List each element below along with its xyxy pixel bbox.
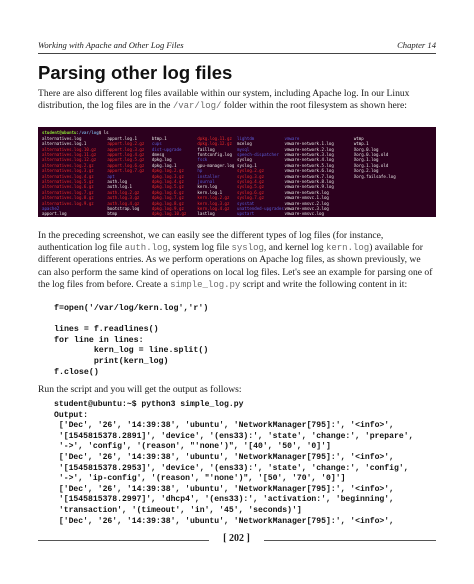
terminal-file-entry: vmware-vmsvc.1.log xyxy=(284,195,329,201)
terminal-file-entry: apport.log.5.gz xyxy=(107,157,145,163)
para2-text-3: , and kernel log xyxy=(263,242,326,254)
terminal-file-entry: syslog.3.gz xyxy=(237,173,265,179)
terminal-file-entry: dmesg xyxy=(151,152,165,158)
terminal-file-entry: apport.log.7.gz xyxy=(107,168,145,174)
page-number: [ 202 ] xyxy=(223,533,250,544)
terminal-prompt: student@ubuntu:/var/log$ ls xyxy=(42,130,109,135)
terminal-file-entry: faillog xyxy=(197,146,215,152)
terminal-file-entry: auth.log.3.gz xyxy=(107,195,140,201)
terminal-file-entry: alternatives.log.10.gz xyxy=(42,146,97,152)
terminal-column xyxy=(42,136,107,217)
terminal-file-entry: sysstat xyxy=(237,200,255,206)
terminal-file-entry: syslog xyxy=(237,157,252,163)
terminal-path: /var/log xyxy=(78,130,99,135)
terminal-file-entry: vmware-network.2.log xyxy=(284,146,334,152)
terminal-file-entry: Xorg.failsafe.log xyxy=(353,173,396,179)
terminal-file-entry: alternatives.log.7.gz xyxy=(42,189,94,195)
code-kern-log: kern.log xyxy=(325,243,370,254)
terminal-command: $ ls xyxy=(98,130,109,135)
terminal-column xyxy=(285,136,354,217)
terminal-file-entry: Xorg.0.log.old xyxy=(353,152,389,158)
terminal-file-entry: dpkg.log.11.gz xyxy=(197,135,232,141)
terminal-file-entry: apport.log.4.gz xyxy=(107,152,145,158)
terminal-file-entry: Xorg.1.log.old xyxy=(353,162,389,168)
header-right: Chapter 14 xyxy=(397,40,436,50)
terminal-file-entry: alternatives.log.1 xyxy=(42,141,87,147)
code-block-output: student@ubuntu:~$ python3 simple_log.py Output: ['Dec', '26', '14:39:38', 'ubuntu', 'NetworkManager[795]:', '<info>', '[1545815378.2891]', 'device', '(ens33):', 'state', 'change:', 'prepare', '->', 'config', '(reason', "'none')", '[40', '50', '0]'] ['Dec', '26', '14:39:38', 'ubuntu', 'NetworkManager[795]:', '<info>', '[1545815378.2953]', 'device', '(ens33):', 'state', 'change:', 'config', '->', 'ip-config', '(reason', "'none')", '[50', '70', '0]'] ['Dec', '26', '14:39:38', 'ubuntu', 'NetworkManager[795]:', '<info>', '[1545815378.2997]', 'dhcp4', '(ens33):', 'activation:', 'beginning', 'transaction', '(timeout', 'in', '45', 'seconds)'] ['Dec', '26', '14:39:38', 'ubuntu', 'NetworkManager[795]:', '<info>', xyxy=(54,400,414,526)
header-rule xyxy=(38,53,436,54)
terminal-file-entry: Xorg.0.log xyxy=(353,146,379,152)
terminal-file-entry: kern.log.1 xyxy=(197,189,223,195)
terminal-file-entry: dpkg.log.4.gz xyxy=(151,179,184,185)
terminal-file-entry: alternatives.log.5.gz xyxy=(42,179,94,185)
terminal-user: student@ubuntu xyxy=(42,130,77,135)
terminal-file-entry: installer xyxy=(197,173,220,179)
terminal-file-entry: vmware-network.6.log xyxy=(284,168,334,174)
terminal-file-entry: kern.log.3.gz xyxy=(197,200,230,206)
terminal-file-entry: vmware-network.8.log xyxy=(284,179,334,185)
footer-rule-left xyxy=(38,540,209,541)
terminal-file-entry: vmware-network.3.log xyxy=(284,152,334,158)
terminal-file-entry: upstart xyxy=(237,211,255,217)
terminal-file-entry: gpu-manager.log xyxy=(197,162,235,168)
terminal-file-entry: alternatives.log.6.gz xyxy=(42,184,94,190)
terminal-file-entry: dpkg.log.6.gz xyxy=(151,189,184,195)
terminal-file-entry: dist-upgrade xyxy=(151,146,182,152)
terminal-file-entry: lastlog xyxy=(197,211,215,217)
terminal-file-entry: syslog.5.gz xyxy=(237,184,265,190)
terminal-file-entry: vmware-vmsvc.log xyxy=(284,211,324,217)
terminal-file-entry: dpkg.log.3.gz xyxy=(151,173,184,179)
terminal-file-entry: vmware-vmsvc.2.log xyxy=(284,200,329,206)
footer-rule-right xyxy=(264,540,436,541)
terminal-file-entry: vmware xyxy=(284,135,300,141)
terminal-file-entry: kern.log xyxy=(197,184,218,190)
terminal-file-entry: Xorg.2.log xyxy=(353,168,379,174)
terminal-column xyxy=(152,136,198,217)
terminal-file-entry: vmware-network.9.log xyxy=(284,184,334,190)
terminal-file-entry: fsck xyxy=(197,157,208,163)
terminal-file-entry: wtmp.1 xyxy=(353,141,369,147)
terminal-file-entry: apport.log.2.gz xyxy=(107,141,145,147)
terminal-file-entry: btmp xyxy=(107,211,118,217)
terminal-file-entry: alternatives.log.4.gz xyxy=(42,173,94,179)
code-syslog: syslog xyxy=(231,243,264,254)
terminal-file-entry: dpkg.log.8.gz xyxy=(151,200,184,206)
terminal-file-entry: auth.log.2.gz xyxy=(107,189,140,195)
terminal-file-entry: alternatives.log xyxy=(42,135,82,141)
terminal-file-entry: Xorg.1.log xyxy=(353,157,379,163)
code-script-name: simple_log.py xyxy=(170,279,241,290)
terminal-file-entry: auth.log.1 xyxy=(107,184,132,190)
terminal-file-entry: dpkg.log xyxy=(151,157,172,163)
terminal-file-entry: speech-dispatcher xyxy=(237,152,279,158)
terminal-file-entry: fontconfig.log xyxy=(197,152,232,158)
terminal-file-entry: kern.log.2.gz xyxy=(197,195,230,201)
terminal-file-entry: vmware-network.log xyxy=(284,189,329,195)
body-paragraph xyxy=(38,230,436,291)
terminal-file-entry: wtmp xyxy=(353,135,364,141)
terminal-file-entry: apport.log xyxy=(42,211,67,217)
terminal-file-entry: alternatives.log.12.gz xyxy=(42,157,97,163)
terminal-file-entry: vmware-vmsvc.3.log xyxy=(284,205,329,211)
terminal-file-entry: hp xyxy=(197,168,203,174)
terminal-file-entry: mcelog xyxy=(237,141,252,147)
terminal-column xyxy=(354,136,432,217)
terminal-file-entry: dpkg.log.1 xyxy=(151,162,177,168)
terminal-file-entry: journal xyxy=(197,179,215,185)
intro-path-code: /var/log/ xyxy=(172,101,222,112)
terminal-file-entry: syslog.7.gz xyxy=(237,195,265,201)
terminal-screenshot xyxy=(38,127,436,217)
intro-paragraph xyxy=(38,88,436,112)
terminal-file-entry: dpkg.log.2.gz xyxy=(151,168,184,174)
running-header xyxy=(38,40,436,50)
terminal-file-entry: dpkg.log.7.gz xyxy=(151,195,184,201)
intro-text-2: folder within the root filesystem as shown here: xyxy=(221,100,407,112)
terminal-file-entry: btmp.1 xyxy=(151,135,167,141)
terminal-file-entry: apport.log.3.gz xyxy=(107,146,145,152)
terminal-file-entry: dpkg.log.10.gz xyxy=(151,211,187,217)
terminal-file-entry: apport.log.6.gz xyxy=(107,162,145,168)
terminal-file-entry: syslog.4.gz xyxy=(237,179,265,185)
terminal-column xyxy=(197,136,237,217)
terminal-file-entry: alternatives.log.3.gz xyxy=(42,168,94,174)
terminal-file-entry: apt xyxy=(107,173,115,179)
terminal-file-entry: kern.log.4.gz xyxy=(197,205,230,211)
terminal-file-entry: mysql xyxy=(237,146,250,152)
terminal-file-entry: syslog.1 xyxy=(237,162,257,168)
header-left: Working with Apache and Other Log Files xyxy=(38,40,184,50)
terminal-file-entry: vmware-network.5.log xyxy=(284,162,334,168)
terminal-file-entry: bootstrap.log xyxy=(107,205,140,211)
terminal-file-entry: auth.log xyxy=(107,179,128,185)
para2-text-2: , system log file xyxy=(167,242,232,254)
terminal-file-entry: syslog.2.gz xyxy=(237,168,265,174)
terminal-file-entry: lightdm xyxy=(237,135,255,141)
terminal-file-entry: vmware-network.4.log xyxy=(284,157,334,163)
run-paragraph: Run the script and you will get the output as follows: xyxy=(38,384,242,395)
para2-text-4: ) available for different operations entries. As we perform operations on Apache log files, as shown previously, we can also perform the same kind of operations on local log files. Let's see an example for parsing one of the log files from before. Create a xyxy=(38,242,433,290)
terminal-file-entry: auth.log.4.gz xyxy=(107,200,140,206)
terminal-file-entry: dpkg.log.12.gz xyxy=(197,141,232,147)
terminal-column xyxy=(237,136,285,217)
terminal-file-entry: cups xyxy=(151,141,162,147)
terminal-file-entry: vmware-network.7.log xyxy=(284,173,334,179)
terminal-file-entry: vmware-network.1.log xyxy=(284,141,334,147)
terminal-file-entry: syslog.6.gz xyxy=(237,189,265,195)
code-block-script: f=open('/var/log/kern.log','r') lines = f.readlines() for line in lines: kern_log = line.split() print(kern_log) f.close() xyxy=(54,304,209,377)
terminal-file-entry: unattended-upgrades xyxy=(237,205,284,211)
section-title: Parsing other log files xyxy=(38,62,233,83)
terminal-file-entry: alternatives.log.8.gz xyxy=(42,195,94,201)
intro-text-1: There are also different log files available within our system, including Apache log. In our Linux distribution, the log files are in the xyxy=(38,88,410,112)
terminal-file-entry: apache2 xyxy=(42,205,60,211)
terminal-file-entry: dpkg.log.5.gz xyxy=(151,184,184,190)
terminal-file-entry: alternatives.log.2.gz xyxy=(42,162,94,168)
terminal-column xyxy=(107,136,152,217)
code-auth-log: auth.log xyxy=(124,243,168,254)
para2-text-5: script and write the following content in it: xyxy=(240,278,408,290)
terminal-file-entry: dpkg.log.9.gz xyxy=(151,205,184,211)
terminal-listing xyxy=(42,136,432,217)
para2-text-1: In the preceding screenshot, we can easily see the different types of log files (for instance, authentication log file xyxy=(38,230,384,254)
terminal-file-entry: alternatives.log.9.gz xyxy=(42,200,94,206)
terminal-file-entry: apport.log.1 xyxy=(107,135,137,141)
terminal-file-entry: alternatives.log.11.gz xyxy=(42,152,97,158)
